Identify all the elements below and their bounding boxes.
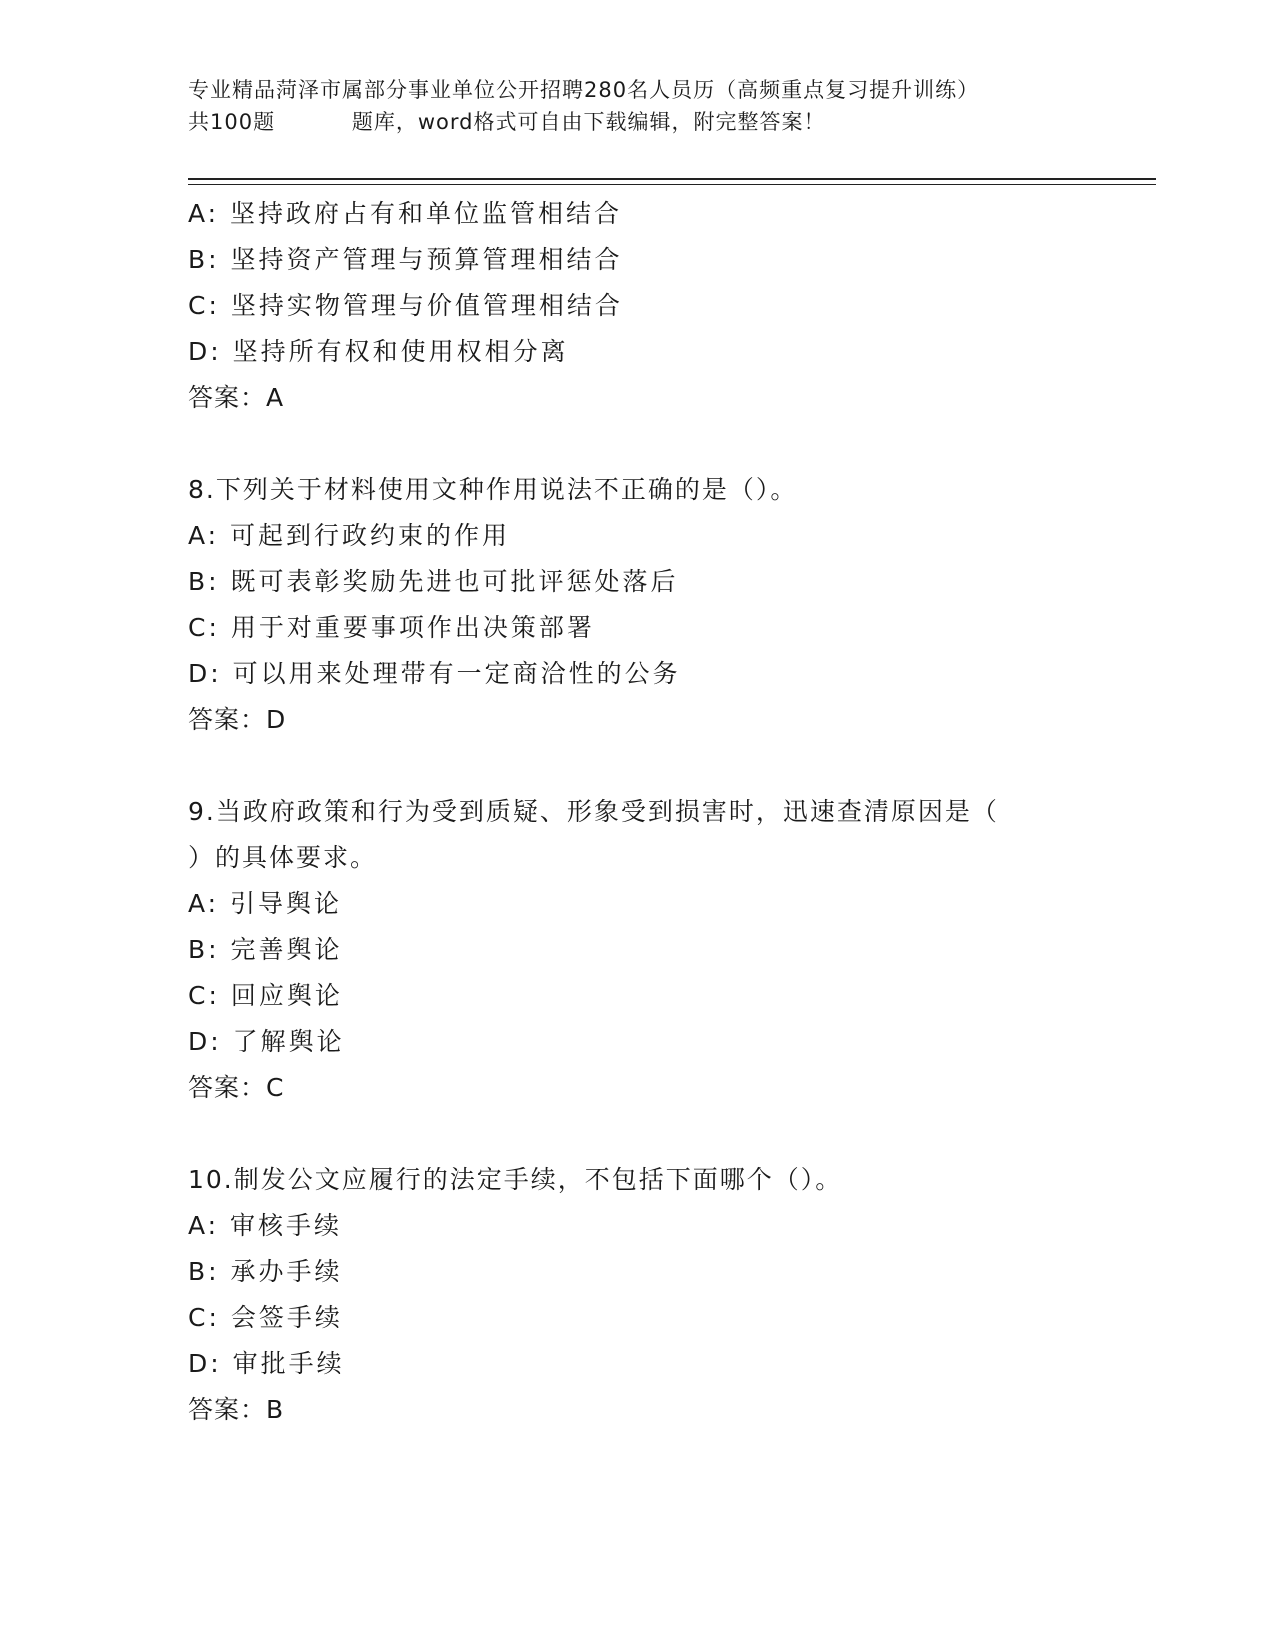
option-a: A: 审核手续: [188, 1211, 343, 1240]
question-list: [188, 191, 1088, 1433]
option-d: D: 审批手续: [188, 1349, 345, 1378]
question-9: [188, 789, 1088, 1111]
option-b: B: 完善舆论: [188, 935, 343, 964]
option-c: C: 坚持实物管理与价值管理相结合: [188, 291, 623, 320]
question-10: [188, 1157, 1088, 1433]
option-d: D: 坚持所有权和使用权相分离: [188, 337, 569, 366]
option-a: A: 可起到行政约束的作用: [188, 521, 511, 550]
answer: 答案：D: [188, 705, 287, 734]
option-a: A: 引导舆论: [188, 889, 343, 918]
option-c: C: 用于对重要事项作出决策部署: [188, 613, 595, 642]
question-text-line-1: 9.当政府政策和行为受到质疑、形象受到损害时，迅速查清原因是（: [188, 797, 999, 826]
option-b: B: 坚持资产管理与预算管理相结合: [188, 245, 623, 274]
option-a: A: 坚持政府占有和单位监管相结合: [188, 199, 623, 228]
question-text-line-2: ）的具体要求。: [188, 843, 378, 872]
question-text: 10.制发公文应履行的法定手续，不包括下面哪个（）。: [188, 1165, 843, 1194]
spacer: [188, 743, 1088, 789]
document-header: [188, 74, 1088, 138]
question-8: [188, 467, 1088, 743]
header-title-line-1: 专业精品菏泽市属部分事业单位公开招聘280名人员历（高频重点复习提升训练）: [188, 78, 980, 102]
answer: 答案：B: [188, 1395, 285, 1424]
option-c: C: 会签手续: [188, 1303, 343, 1332]
option-d: D: 可以用来处理带有一定商洽性的公务: [188, 659, 681, 688]
answer: 答案：C: [188, 1073, 285, 1102]
header-title-line-2: 共100题 题库，word格式可自由下载编辑，附完整答案！: [188, 110, 826, 134]
spacer: [188, 1111, 1088, 1157]
option-d: D: 了解舆论: [188, 1027, 345, 1056]
question-text: 8.下列关于材料使用文种作用说法不正确的是（）。: [188, 475, 798, 504]
spacer: [188, 421, 1088, 467]
option-b: B: 既可表彰奖励先进也可批评惩处落后: [188, 567, 679, 596]
option-b: B: 承办手续: [188, 1257, 343, 1286]
option-c: C: 回应舆论: [188, 981, 343, 1010]
answer: 答案：A: [188, 383, 285, 412]
header-divider-thin: [188, 184, 1156, 185]
header-divider-thick: [188, 178, 1156, 180]
question-7: [188, 191, 1088, 421]
